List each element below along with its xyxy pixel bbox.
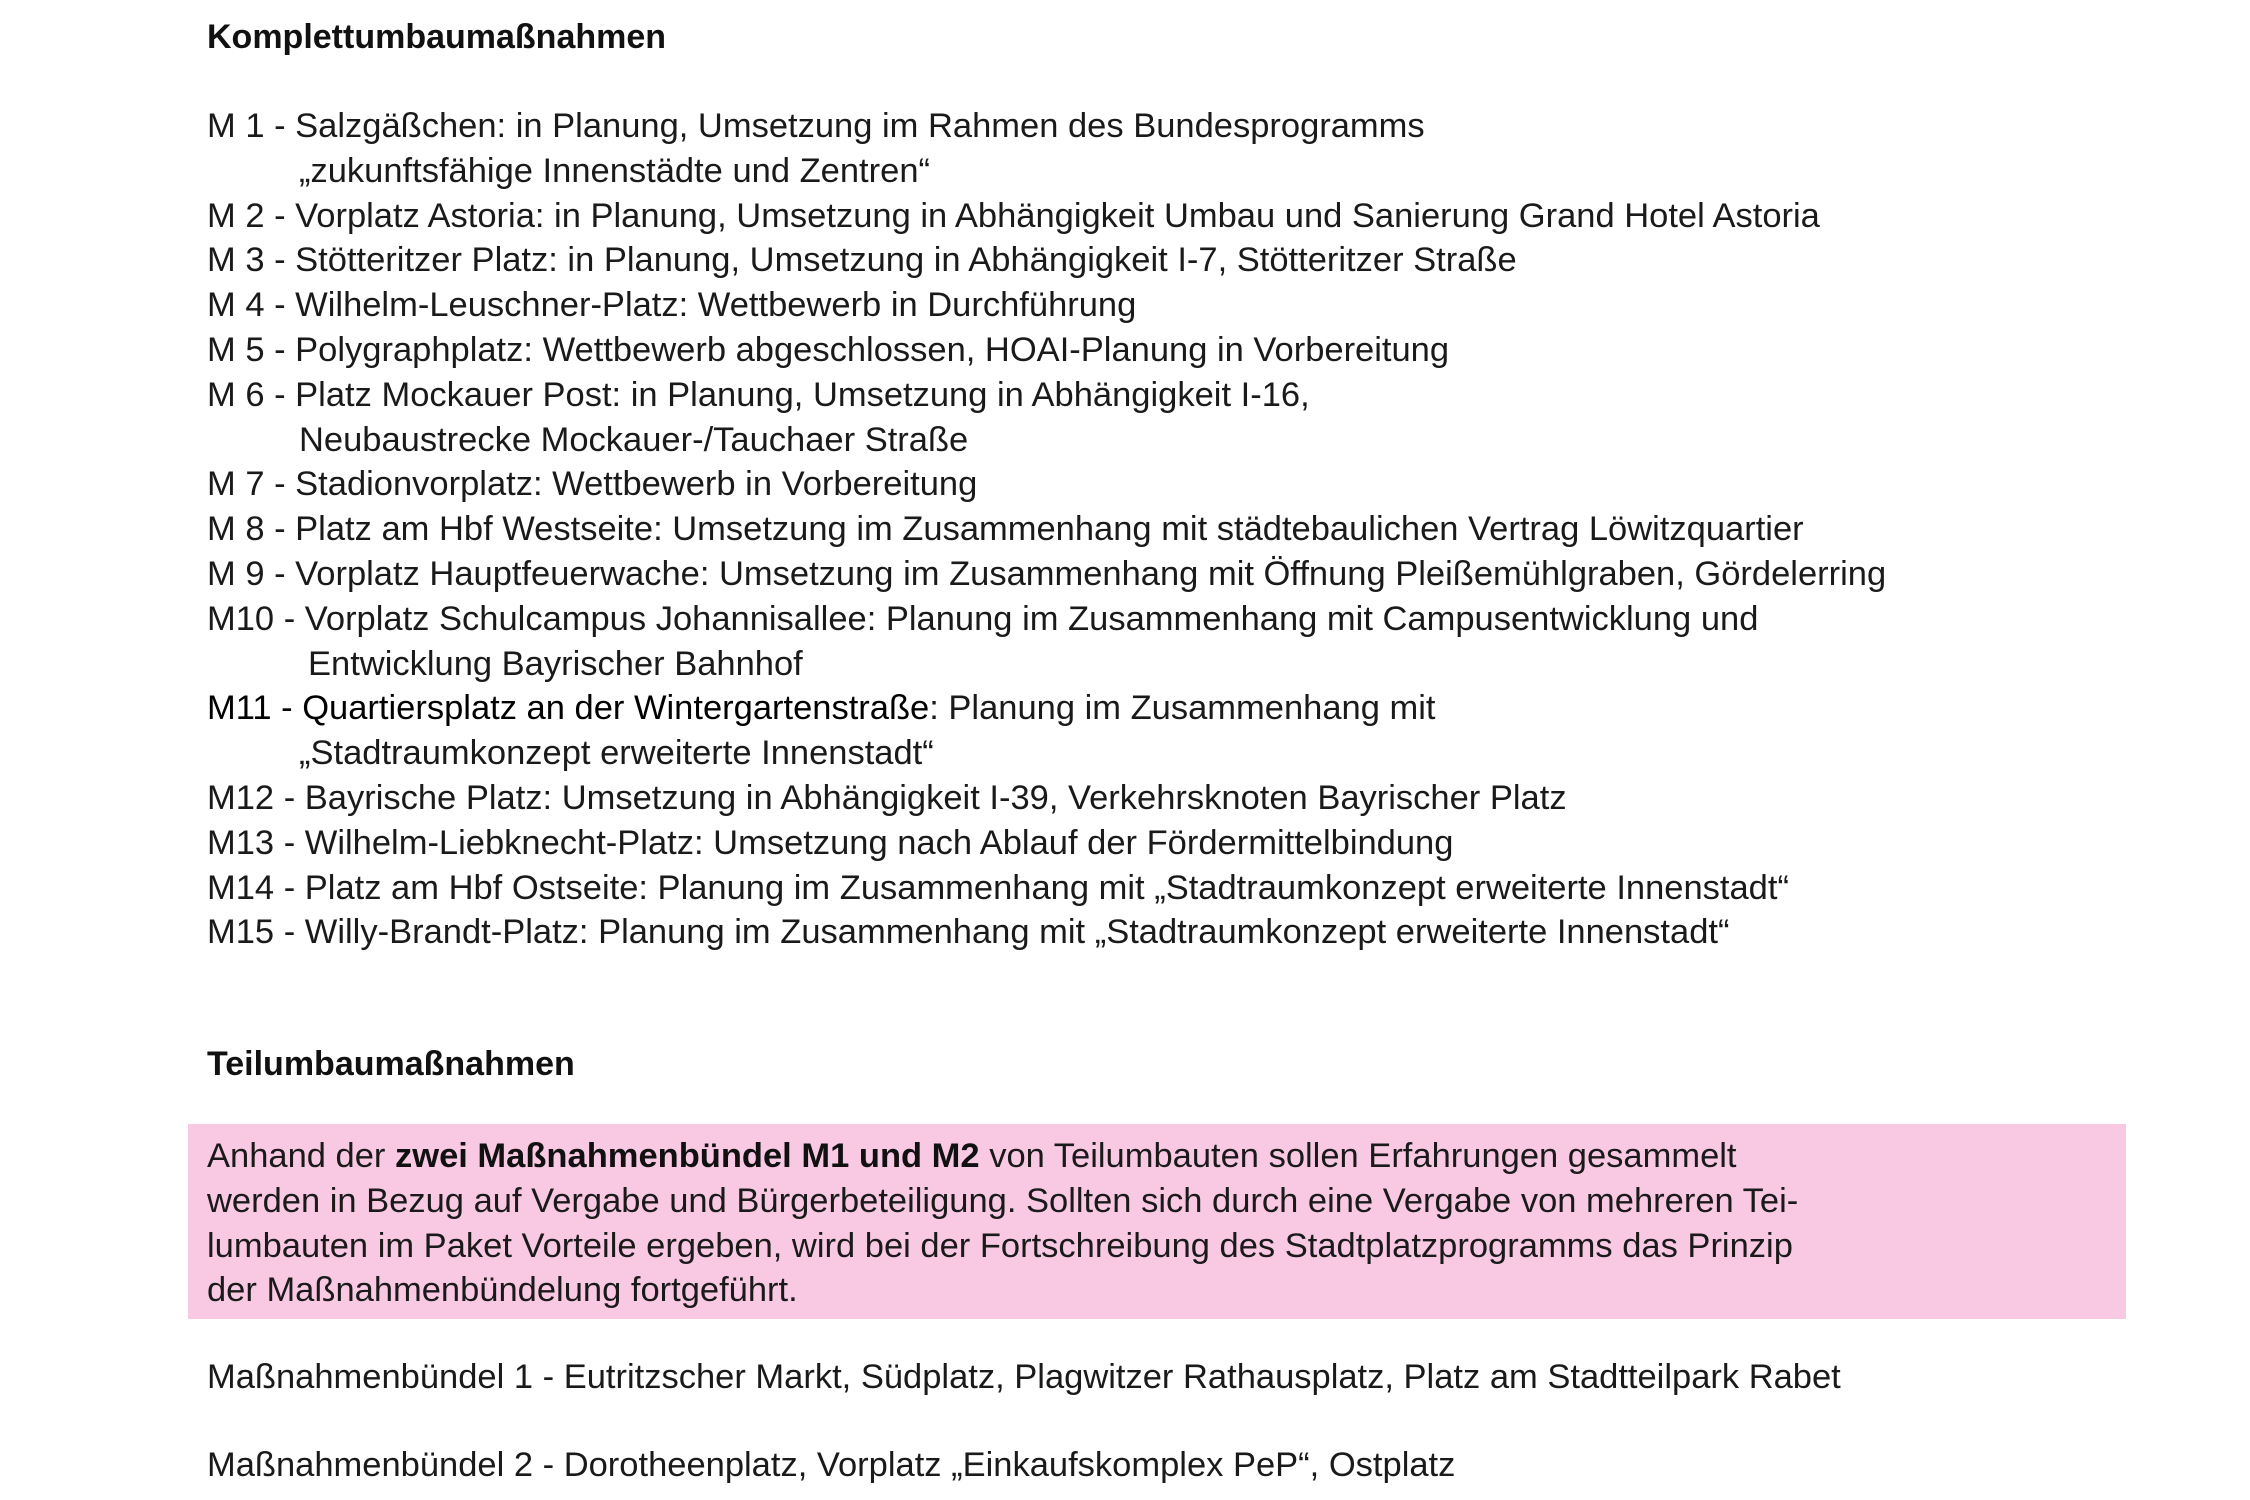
item-text: Entwicklung Bayrischer Bahnhof <box>308 644 803 683</box>
item-text: „zukunftsfähige Innenstädte und Zentren“ <box>299 151 930 190</box>
item-text: M10 - Vorplatz Schulcampus Johannisallee: Planung im Zusammenhang mit Campusentwicklung und <box>207 599 1759 638</box>
measures-list <box>207 104 1886 955</box>
highlight-text-part: Anhand der <box>207 1137 395 1175</box>
list-item <box>207 597 1886 642</box>
item-text: M12 - Bayrische Platz: Umsetzung in Abhängigkeit I-39, Verkehrsknoten Bayrischer Platz <box>207 778 1567 817</box>
section-heading-teilumbau: Teilumbaumaßnahmen <box>207 1045 575 1083</box>
bundle-1-text: Maßnahmenbündel 1 - Eutritzscher Markt, Südplatz, Plagwitzer Rathausplatz, Platz am Stadtteilpark Rabet <box>207 1358 1841 1396</box>
highlight-text-part: von Teilumbauten sollen Erfahrungen gesammelt <box>979 1137 1737 1175</box>
item-text: M 1 - Salzgäßchen: in Planung, Umsetzung im Rahmen des Bundesprogramms <box>207 107 1425 145</box>
list-item <box>207 373 1886 418</box>
list-item <box>207 866 1886 911</box>
item-text: M14 - Platz am Hbf Ostseite: Planung im Zusammenhang mit „Stadtraumkonzept erweiterte Innenstadt“ <box>207 868 1789 907</box>
list-item-continuation <box>207 418 1886 463</box>
list-item <box>207 910 1886 955</box>
list-item <box>207 507 1886 552</box>
list-item <box>207 821 1886 866</box>
list-item-continuation <box>207 149 1886 194</box>
item-text: M 3 - Stötteritzer Platz: in Planung, Umsetzung in Abhängigkeit I-7, Stötteritzer Straße <box>207 241 1517 280</box>
list-item <box>207 462 1886 507</box>
list-item <box>207 283 1886 328</box>
highlight-line: werden in Bezug auf Vergabe und Bürgerbeteiligung. Sollten sich durch eine Vergabe von mehreren Tei- <box>207 1181 1799 1220</box>
highlight-emphasis: zwei Maßnahmenbündel M1 und M2 <box>394 1137 980 1175</box>
list-item <box>207 328 1886 373</box>
item-title: M11 - Quartiersplatz an der Wintergartenstraße <box>207 689 930 728</box>
list-item <box>207 776 1886 821</box>
list-item <box>207 552 1886 597</box>
item-text: „Stadtraumkonzept erweiterte Innenstadt“ <box>299 734 934 773</box>
highlight-line <box>207 1134 1798 1179</box>
item-text: : Planung im Zusammenhang mit <box>929 689 1436 728</box>
bundle-2-text: Maßnahmenbündel 2 - Dorotheenplatz, Vorplatz „Einkaufskomplex PeP“, Ostplatz <box>207 1446 1456 1484</box>
highlight-paragraph <box>207 1134 1798 1313</box>
list-item <box>207 194 1886 239</box>
item-text: M 7 - Stadionvorplatz: Wettbewerb in Vorbereitung <box>207 465 978 504</box>
list-item-continuation <box>207 731 1886 776</box>
item-text: Neubaustrecke Mockauer-/Tauchaer Straße <box>299 420 969 459</box>
item-text: M 5 - Polygraphplatz: Wettbewerb abgeschlossen, HOAI-Planung in Vorbereitung <box>207 330 1450 369</box>
highlight-line: lumbauten im Paket Vorteile ergeben, wird bei der Fortschreibung des Stadtplatzprogramms das Prinzip <box>207 1226 1793 1265</box>
section-heading-komplettumbau: Komplettumbaumaßnahmen <box>207 18 667 56</box>
item-text: M 9 - Vorplatz Hauptfeuerwache: Umsetzung im Zusammenhang mit Öffnung Pleißemühlgraben, Gördelerring <box>207 554 1887 593</box>
item-text: M13 - Wilhelm-Liebknecht-Platz: Umsetzung nach Ablauf der Fördermittelbindung <box>207 823 1454 862</box>
item-text: M 4 - Wilhelm-Leuschner-Platz: Wettbewerb in Durchführung <box>207 286 1137 325</box>
list-item-continuation <box>207 642 1886 687</box>
list-item <box>207 104 1886 149</box>
item-text: M 8 - Platz am Hbf Westseite: Umsetzung im Zusammenhang mit städtebaulichen Vertrag Löwitzquartier <box>207 510 1804 549</box>
list-item <box>207 238 1886 283</box>
list-item <box>207 686 1886 731</box>
item-text: M15 - Willy-Brandt-Platz: Planung im Zusammenhang mit „Stadtraumkonzept erweiterte Innenstadt“ <box>207 913 1730 952</box>
item-text: M 2 - Vorplatz Astoria: in Planung, Umsetzung in Abhängigkeit Umbau und Sanierung Grand Hotel Astoria <box>207 196 1820 235</box>
item-text: M 6 - Platz Mockauer Post: in Planung, Umsetzung in Abhängigkeit I-16, <box>207 375 1310 414</box>
highlight-line: der Maßnahmenbündelung fortgeführt. <box>207 1271 798 1310</box>
